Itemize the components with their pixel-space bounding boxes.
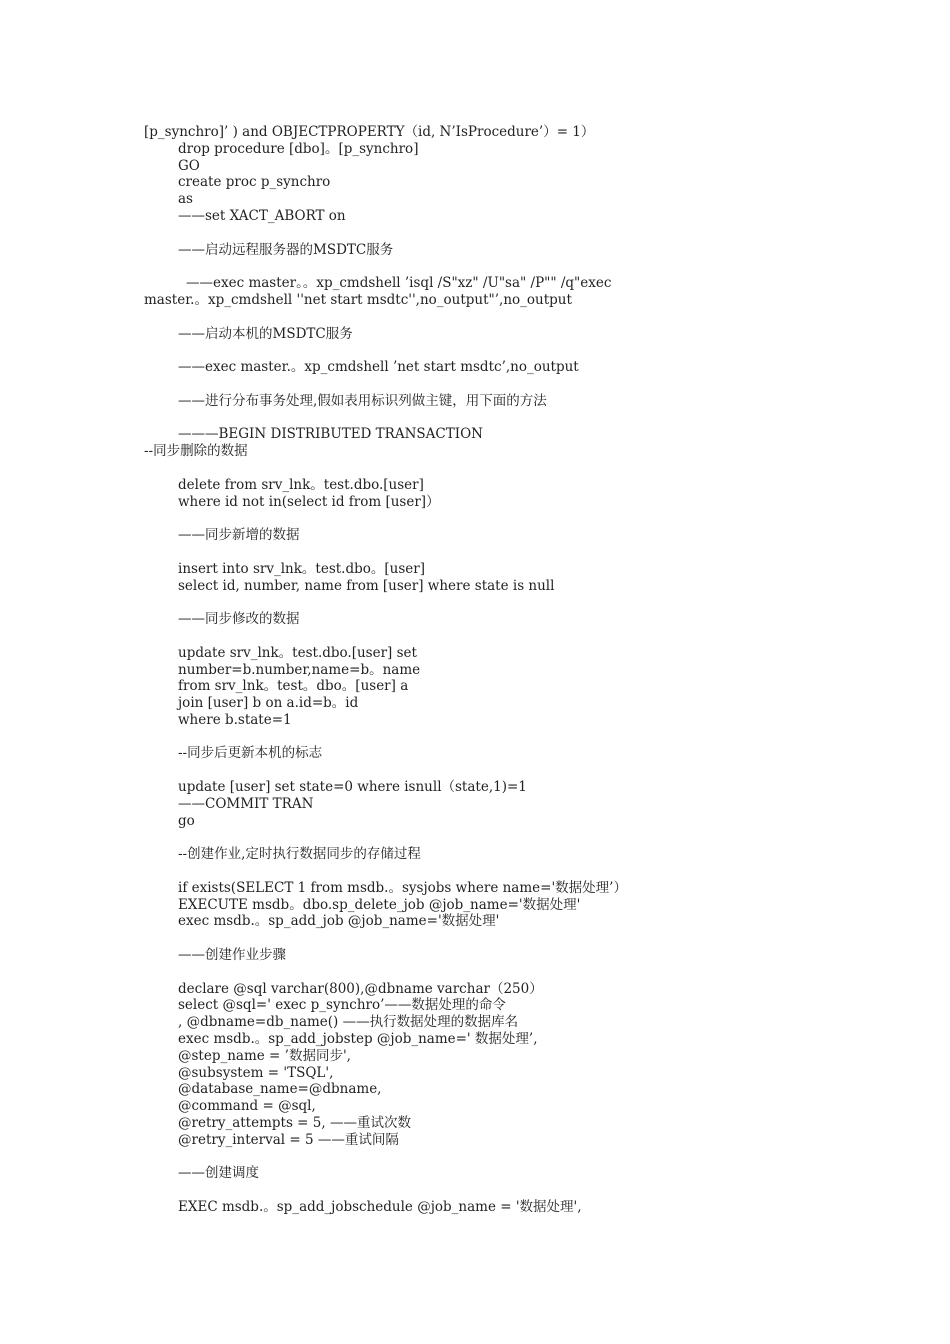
text-line: update srv_lnk。test.dbo.[user] set: [178, 644, 417, 661]
text-line: @retry_interval = 5 ——重试间隔: [178, 1131, 399, 1148]
blank-line: [144, 258, 844, 275]
blank-line: [144, 762, 844, 779]
document-body: [144, 124, 844, 1216]
blank-line: [144, 594, 844, 611]
blank-line: [144, 544, 844, 561]
text-line: exec msdb.。sp_add_job @job_name='数据处理': [178, 913, 500, 930]
text-line: @database_name=@dbname,: [178, 1081, 382, 1098]
text-line: select @sql=' exec p_synchro’——数据处理的命令: [178, 997, 506, 1014]
comment-line: ——创建调度: [178, 1165, 259, 1182]
comment-line: --同步后更新本机的标志: [178, 745, 323, 762]
comment-line: ——启动远程服务器的MSDTC服务: [178, 241, 394, 258]
text-line: , @dbname=db_name() ——执行数据处理的数据库名: [178, 1014, 519, 1031]
comment-line: ——同步修改的数据: [178, 611, 300, 628]
blank-line: [144, 376, 844, 393]
text-line: go: [178, 812, 195, 829]
blank-line: [144, 863, 844, 880]
comment-line: ——exec master。。xp_cmdshell ’isql /S"xz" /U"sa" /P"" /q"exec: [186, 275, 612, 292]
text-line: master.。xp_cmdshell ''net start msdtc'',no_output"’,no_output: [144, 291, 572, 308]
comment-line: --同步删除的数据: [144, 443, 248, 460]
comment-line: ——COMMIT TRAN: [178, 795, 314, 812]
text-line: insert into srv_lnk。test.dbo。[user]: [178, 560, 425, 577]
comment-line: ——同步新增的数据: [178, 527, 300, 544]
blank-line: [144, 729, 844, 746]
text-line: select id, number, name from [user] where state is null: [178, 577, 555, 594]
text-line: update [user] set state=0 where isnull（state,1)=1: [178, 779, 527, 796]
text-line: if exists(SELECT 1 from msdb.。sysjobs where name='数据处理’）: [178, 879, 627, 896]
blank-line: [144, 342, 844, 359]
blank-line: [144, 628, 844, 645]
text-line: where b.state=1: [178, 711, 292, 728]
comment-line: --创建作业,定时执行数据同步的存储过程: [178, 846, 421, 863]
blank-line: [144, 410, 844, 427]
blank-line: [144, 1182, 844, 1199]
comment-line: ——启动本机的MSDTC服务: [178, 325, 353, 342]
comment-line: ——exec master.。xp_cmdshell ’net start msdtc’,no_output: [178, 359, 579, 376]
blank-line: [144, 829, 844, 846]
text-line: EXEC msdb.。sp_add_jobschedule @job_name = '数据处理',: [178, 1199, 582, 1215]
text-line: declare @sql varchar(800),@dbname varchar（250）: [178, 980, 543, 997]
text-line: [p_synchro]’ ) and OBJECTPROPERTY（id, N’IsProcedure’）= 1）: [144, 124, 595, 140]
text-line: create proc p_synchro: [178, 174, 331, 191]
text-line: @subsystem = 'TSQL',: [178, 1064, 334, 1081]
text-line: @step_name = ’数据同步',: [178, 1047, 351, 1064]
text-line: where id not in(select id from [user]）: [178, 493, 440, 510]
blank-line: [144, 225, 844, 242]
text-line: number=b.number,name=b。name: [178, 661, 421, 678]
blank-line: [144, 309, 844, 326]
blank-line: [144, 930, 844, 947]
text-line: EXECUTE msdb。dbo.sp_delete_job @job_name='数据处理': [178, 896, 581, 913]
comment-line: ——进行分布事务处理,假如表用标识列做主键，用下面的方法: [178, 392, 547, 409]
comment-line: ——创建作业步骤: [178, 947, 286, 964]
text-line: @command = @sql,: [178, 1098, 316, 1115]
text-line: GO: [178, 157, 200, 174]
text-line: as: [178, 191, 193, 208]
text-line: exec msdb.。sp_add_jobstep @job_name=' 数据处理’,: [178, 1031, 538, 1048]
text-line: join [user] b on a.id=b。id: [178, 695, 359, 712]
blank-line: [144, 460, 844, 477]
text-line: drop procedure [dbo]。[p_synchro]: [178, 140, 419, 157]
comment-line: ——set XACT_ABORT on: [178, 207, 346, 224]
blank-line: [144, 1149, 844, 1166]
blank-line: [144, 510, 844, 527]
text-line: @retry_attempts = 5, ——重试次数: [178, 1115, 411, 1132]
text-line: from srv_lnk。test。dbo。[user] a: [178, 678, 409, 695]
blank-line: [144, 964, 844, 981]
text-line: delete from srv_lnk。test.dbo.[user]: [178, 476, 424, 493]
comment-line: ———BEGIN DISTRIBUTED TRANSACTION: [178, 426, 483, 443]
